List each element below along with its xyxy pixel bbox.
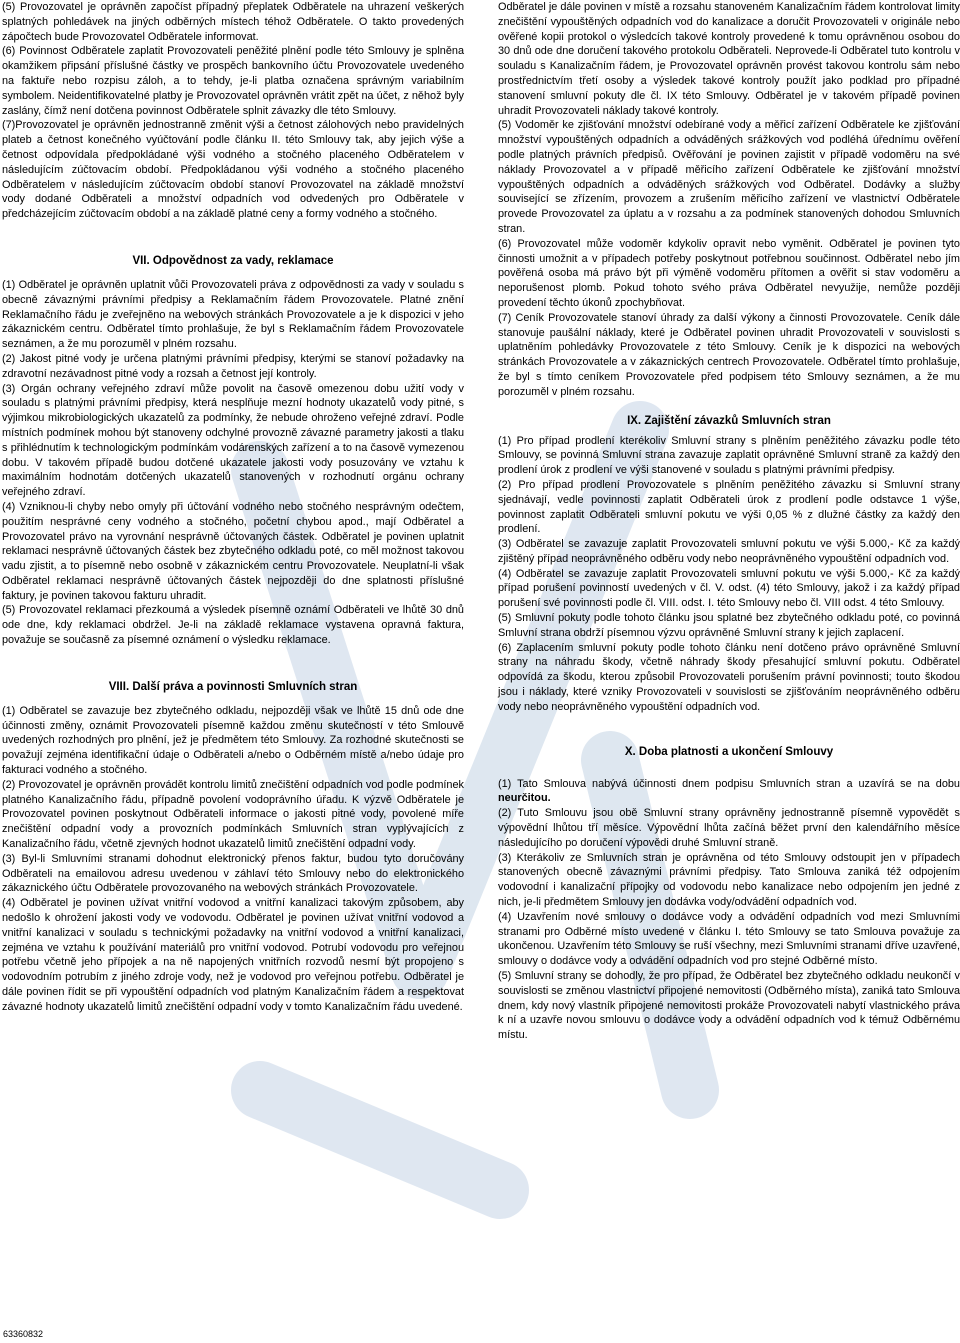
paragraph-ix-2: (2) Pro případ prodlení Provozovatele s plněním peněžitého závazku si Smluvní strany sjednávají, vedle povinnosti zaplatit Odběrateli úrok z prodlení podle odstavce 1 výše, povinnost zaplatit Odběrateli smluvní pokutu ve výši 0,05 % z dlužné částky za každý den prodlení. bbox=[498, 478, 960, 536]
section-heading-vii: VII. Odpovědnost za vady, reklamace bbox=[132, 254, 334, 267]
paragraph-vi-5: (5) Provozovatel je oprávněn započíst případný přeplatek Odběratele na uhrazení veškerých splatných pohledávek na jiných odběrných místech téhož Odběratele. O takto provedených zápočtech bude Provozovatel Odběratele informovat. bbox=[2, 1, 464, 43]
paragraph-viii-3: (3) Byl-li Smluvními stranami dohodnut elektronický přenos faktur, budou tyto doručovány Odběrateli na emailovou adresu uvedenou v záhlaví této Smlouvy nebo do elektronického zákaznického účtu Odběratele provozovaného na webových stránkách Provozovatele. bbox=[2, 852, 464, 895]
paragraph-ix-1: (1) Pro případ prodlení kterékoliv Smluvní strany s plněním peněžitého závazku podle této Smlouvy, se povinná Smluvní strana zavazuje zaplatit oprávněné Smluvní straně za každý den prodlení úrok z prodlení ve výši stanovené v souladu s platnými právními předpisy. bbox=[498, 434, 960, 477]
paragraph-viii-6: (6) Provozovatel může vodoměr kdykoliv opravit nebo vyměnit. Odběratel je povinen tyto činnosti umožnit a v případech potřeby poskytnout potřebnou součinnost. Odběratel nebo jím pověřená osoba má právo být při výměně vodoměru přítomen a ověřit si stav vodoměru a neporušenost plomb. Pokud tohoto svého práva Odběratel nevyužije, nemůže později provedení těchto úkonů zpochybňovat. bbox=[498, 237, 960, 309]
paragraph-vii-5: (5) Provozovatel reklamaci přezkoumá a výsledek písemně oznámí Odběrateli ve lhůtě 30 dnů ode dne, kdy reklamaci obdržel. Je-li na základě reklamace vystavena opravná faktura, považuje se současně za písemné oznámení o výsledku reklamace. bbox=[2, 604, 464, 647]
paragraph-vi-6: (6) Povinnost Odběratele zaplatit Provozovateli peněžité plnění podle této Smlouvy je splněna okamžikem připsání příslušné částky ve prospěch bankovního účtu Provozovatele uvedeného na faktuře nebo rozpisu záloh, a to tehdy, je-li platba označena správným variabilním symbolem. Neidentifikovatelné platby je Provozovatel oprávněn vrátit zpět na účet, z něhož byly zaslány, čímž není dotčena povinnost Odběratele splnit závazky dle této Smlouvy. bbox=[2, 45, 464, 117]
right-column bbox=[498, 0, 960, 1043]
paragraph-x-5: (5) Smluvní strany se dohodly, že pro případ, že Odběratel bez zbytečného odkladu neukončí v souvislosti se změnou vlastnictví připojené nemovitosti (Odběrného místa), zaniká tato Smlouva dnem, kdy nový vlastník připojené nemovitosti prokáže Provozovateli nabytí vlastnického práva k ní a uzavře novou smlouvu o dodávce vody a odvádění odpadních vod k témuž Odběrnému místu. bbox=[498, 970, 960, 1042]
paragraph-x-1 bbox=[498, 777, 960, 807]
paragraph-x-4: (4) Uzavřením nové smlouvy o dodávce vody a odvádění odpadních vod mezi Smluvními stranami pro Odběrné místo uvedené v článku I. této Smlouvy se tato Smlouva považuje za ukončenou. Uzavřením této Smlouvy se ruší všechny, mezi Smluvními stranami dříve uzavřené, smlouvy o dodávce vody a odvádění odpadních vod pro stejné Odběrné místo. bbox=[498, 910, 960, 968]
paragraph-viii-4: (4) Odběratel je povinen užívat vnitřní vodovod a vnitřní kanalizaci takovým způsobem, aby nedošlo k ohrožení jakosti vody ve vodovodu. Odběratel je povinen užívat vnitřní vodovod a vnitřní kanalizaci v souladu s technickými požadavky na vnitřní vodovod a vnitřní kanalizaci, zejména ve vztahu k používání materiálů pro vnitřní vodovod. Potrubí vodovodu pro veřejnou potřebu včetně jeho přípojek a na ně napojených vnitřních rozvodů nesmí být propojeno s vodovodním potrubím z jiného zdroje vody, než je vodovod pro veřejnou potřebu. Odběratel je dále povinen řídit se při vypouštění odpadních vod platným Kanalizačním řádem a respektovat závazné hodnoty ukazatelů limitů znečištění odpadní vody v tomto Kanalizačním řádu uvedené. bbox=[2, 897, 464, 1013]
spacer bbox=[2, 222, 464, 250]
paragraph-ix-6: (6) Zaplacením smluvní pokuty podle tohoto článku není dotčeno právo oprávněné Smluvní strany na náhradu škody, včetně náhrady škody přesahující smluvní pokutu. Odběratel odpovídá za škodu, kterou způsobil Provozovateli porušením právní povinnosti; touto škodou jsou i náklady, které vzniky Provozovateli v souvislosti se zjišťováním neoprávněného odběru vody nebo neoprávněného vypouštění odpadních vod. bbox=[498, 641, 960, 713]
term-indefinite: neurčitou. bbox=[498, 792, 551, 805]
paragraph-x-1-text: (1) Tato Smlouva nabývá účinnosti dnem podpisu Smluvních stran a uzavírá se na dobu bbox=[498, 777, 960, 790]
section-heading-ix: IX. Zajištění závazků Smluvních stran bbox=[627, 414, 831, 427]
paragraph-ix-4: (4) Odběratel se zavazuje zaplatit Provozovateli smluvní pokutu ve výši 5.000,- Kč za každý případ porušení povinností uvedených v čl. V. odst. (4) této Smlouvy, jakož i za každý případ porušení své povinnosti podle čl. VIII. odst. I. této Smlouvy nebo čl. VIII odst. 4 této Smlouvy. bbox=[498, 567, 960, 610]
spacer bbox=[498, 763, 960, 777]
paragraph-vii-3: (3) Orgán ochrany veřejného zdraví může povolit na časově omezenou dobu užití vody v souladu s platnými právními předpisy, která nesplňuje mezní hodnoty ukazatelů vody pitné, s výjimkou mikrobiologických ukazatelů za podmínky, že nebude ohroženo veřejné zdraví. Podle místních podmínek mohou být stanoveny odchylné provozně závazné parametry jakosti a tlaku s přihlédnutím k technologickým podmínkám vodárenských zařízení a to na časově vymezenou dobu. V takovém případě budou dotčené ukazatele jakosti vody posuzovány ve vztahu k maximálním hodnotám dotčených ukazatelů stanovených v rozhodnutí orgánu ochrany veřejného zdraví. bbox=[2, 382, 464, 499]
paragraph-vii-1: (1) Odběratel je oprávněn uplatnit vůči Provozovateli práva z odpovědnosti za vady v souladu s obecně závaznými právními předpisy a Reklamačním řádem Provozovatele. Platné znění Reklamačního řádu je zveřejněno na webových stránkách Provozovatele a je k dispozici v jeho zákaznickém centru. Odběratel tímto prohlašuje, že byl s Reklamačním řádem Provozovatele seznámen, a že mu porozuměl v plném rozsahu. bbox=[2, 278, 464, 351]
paragraph-vii-4: (4) Vzniknou-li chyby nebo omyly při účtování vodného nebo stočného nesprávným odečtem, použitím nesprávné ceny vodného a stočného, početní chybou apod., mají Odběratel a Provozovatel právo na vyrovnání nesprávně účtovaných částek. Odběratel je povinen uplatnit reklamaci nesprávně účtovaných částek bez zbytečného odkladu poté, co měl možnost takovou vadu zjistit, a to písemně nebo osobně v zákaznickém centru Provozovatele. Neuplatní-li však Odběratel reklamaci nesprávně účtovaných částek nejpozději do dne splatnosti příslušné faktury, je povinen takovou fakturu uhradit. bbox=[2, 500, 464, 602]
paragraph-ix-5: (5) Smluvní pokuty podle tohoto článku jsou splatné bez zbytečného odkladu poté, co povinná Smluvní strana obdrží písemnou výzvu oprávněné Smluvní strany k jejich zaplacení. bbox=[498, 612, 960, 639]
left-column bbox=[2, 0, 464, 1015]
paragraph-vi-7: (7)Provozovatel je oprávněn jednostranně změnit výši a četnost zálohových nebo pravidelných plateb a četnost konečného vyúčtování podle článku II. této Smlouvy tak, aby jejich výše a četnost odpovídala předpokládané výši vodného a stočného placeného Odběratelem v následujícím zúčtovacím období. Předpokládanou výši vodného a stočného placeného Odběratelem v následujícím zúčtovacím období stanoví Provozovatel na základě množství vody dodané Odběrateli a množství odpadních vod odvedených pro Odběratele v předcházejícím zúčtovacím období a na základě platné ceny a formy vodného a stočného. bbox=[2, 119, 464, 221]
paragraph-viii-5: (5) Vodoměr ke zjišťování množství odebírané vody a měřicí zařízení Odběratele ke zjišťování množství vypouštěných odpadních a odváděných srážkových vod podléhá úřednímu ověření podle platných právních předpisů. Ověřování je povinen zajistit v případě vodoměru na své náklady Provozovatel a v případě měřicího zařízení Odběratele ke zjišťování množství vypouštěných odpadních a odváděných srážkových vod Odběratel. Dodávky a služby související se zřízením, provozem a zrušením měřicího zařízení ve vlastnictví Odběratele provede Provozovatel za úplatu a v rozsahu a za podmínek stanovených dohodou Smluvních stran. bbox=[498, 119, 960, 235]
document-number: 63360832 bbox=[3, 1329, 44, 1339]
paragraph-vii-2: (2) Jakost pitné vody je určena platnými právními předpisy, kterými se stanoví požadavky na zdravotní nezávadnost pitné vody a rozsah a četnost její kontroly. bbox=[2, 352, 464, 380]
section-heading-viii: VIII. Další práva a povinnosti Smluvních stran bbox=[108, 680, 358, 693]
spacer bbox=[498, 400, 960, 410]
section-heading-x: X. Doba platnosti a ukončení Smlouvy bbox=[624, 745, 834, 758]
spacer bbox=[2, 648, 464, 676]
paragraph-ix-3: (3) Odběratel se zavazuje zaplatit Provozovateli smluvní pokutu ve výši 5.000,- Kč za každý zjištěný případ neoprávněného odběru vody nebo neoprávněného vypouštění odpadních vod. bbox=[498, 538, 960, 565]
paragraph-x-2: (2) Tuto Smlouvu jsou obě Smluvní strany oprávněny jednostranně písemně vypovědět s výpovědní lhůtou tří měsíce. Výpovědní lhůta začíná běžet první den kalendářního měsíce následujícího po doručení výpovědi druhé Smluvní straně. bbox=[498, 807, 960, 849]
paragraph-viii-4-continued: Odběratel je dále povinen v místě a rozsahu stanoveném Kanalizačním řádem kontrolovat limity znečištění vypouštěných odpadních vod do kanalizace a doručit Provozovateli v originále nebo ověřené kopii protokol o výsledcích takové kontroly provedené k tomu oprávněnou osobou do 30 dnů ode dne doručení takového protokolu Odběrateli. Neprovede-li Odběratel tuto kontrolu v souladu s Kanalizačním řádem, je Provozovatel oprávněn provést takovou kontrolu sám nebo prostřednictvím třetí osoby a výsledek takové kontroly použít jako podklad pro případné stanovení smluvní pokuty dle čl. IX této Smlouvy. Odběratel je v takovém případě povinen uhradit Provozovateli náklady takové kontroly. bbox=[498, 1, 960, 117]
paragraph-viii-1: (1) Odběratel se zavazuje bez zbytečného odkladu, nejpozději však ve lhůtě 15 dnů ode dne účinnosti změny, oznámit Provozovateli písemně každou změnu skutečností v této Smlouvě uvedených rozhodných pro plnění, jež je předmětem této Smlouvy. Za rozhodné skutečnosti se považují zejména identifikační údaje o Odběrateli a/nebo o Odběrném místě a/nebo údaje pro fakturaci vodného a stočného. bbox=[2, 704, 464, 777]
paragraph-viii-2: (2) Provozovatel je oprávněn provádět kontrolu limitů znečištění odpadních vod podle podmínek platného Kanalizačního řádu, případně povolení vodoprávního úřadu. K výzvě Odběratele je Provozovatel povinen poskytnout Odběrateli informace o jakosti pitné vody, povolené míře znečištění odpadní vody a provozních podmínkách Smluvních stran vyplývajících z Kanalizačního řádu, včetně zjevných hodnot ukazatelů limitů znečištění odpadní vody. bbox=[2, 778, 464, 851]
paragraph-viii-7: (7) Ceník Provozovatele stanoví úhrady za další výkony a činnosti Provozovatele. Ceník dále stanovuje paušální náklady, které je Odběratel povinen uhradit Provozovateli v souvislosti s uplatněním pohledávky Provozovatele z této Smlouvy. Ceník je k dispozici na webových stránkách Provozovatele a v zákaznických centrech Provozovatele. Odběratel tímto prohlašuje, že byl s tímto ceníkem Provozovatele před podpisem této Smlouvy seznámen, a že mu porozuměl v plném rozsahu. bbox=[498, 311, 960, 398]
spacer bbox=[498, 715, 960, 741]
paragraph-x-3: (3) Kterákoliv ze Smluvních stran je oprávněna od této Smlouvy odstoupit jen v případech stanovených obecně závaznými právními předpisy. Tato Smlouva zaniká též odpojením vodovodní i kanalizační přípojky od vodovodu nebo kanalizace nebo odpojením jen jedné z nich, je-li předmětem Smlouvy jen dodávka vody/odvádění odpadních vod. bbox=[498, 851, 960, 909]
